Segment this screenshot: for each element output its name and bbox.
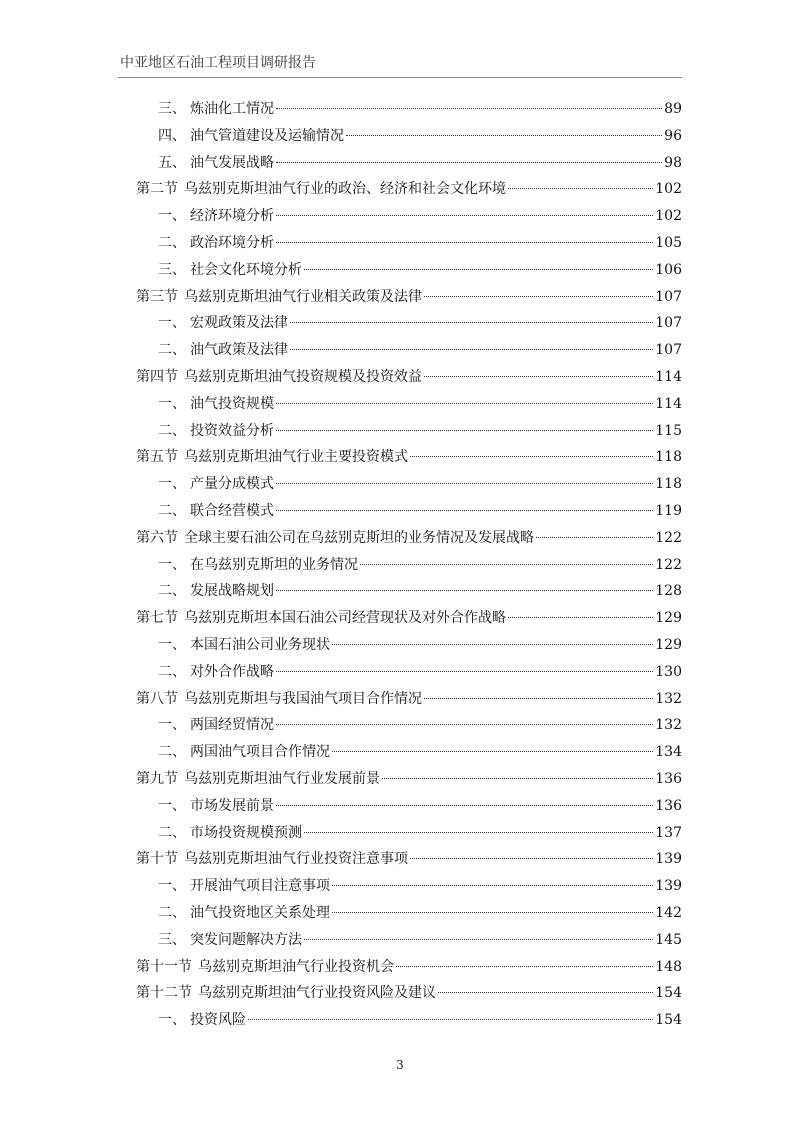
dot-leader xyxy=(248,1019,653,1020)
toc-entry-page: 129 xyxy=(655,636,682,653)
toc-subsection-entry[interactable] xyxy=(136,230,682,257)
toc-entry-title: 油气管道建设及运输情况 xyxy=(190,127,344,144)
dot-leader xyxy=(424,698,653,699)
toc-subsection-entry[interactable] xyxy=(136,820,682,847)
toc-subsection-entry[interactable] xyxy=(136,123,682,150)
toc-entry-page: 134 xyxy=(655,744,682,761)
page-number: 3 xyxy=(396,1058,404,1072)
toc-entry-title: 全球主要石油公司在乌兹别克斯坦的业务情况及发展战略 xyxy=(184,529,534,546)
toc-entry-title: 乌兹别克斯坦油气行业相关政策及法律 xyxy=(184,288,422,305)
toc-entry-number: 二、 xyxy=(158,234,186,251)
toc-entry-number: 第十节 xyxy=(136,851,178,868)
dot-leader xyxy=(276,430,653,431)
toc-entry-page: 137 xyxy=(655,824,682,841)
dot-leader xyxy=(276,108,662,109)
toc-entry-number: 一、 xyxy=(158,636,186,653)
toc-entry-title: 乌兹别克斯坦油气投资规模及投资效益 xyxy=(184,368,422,385)
dot-leader xyxy=(424,376,653,377)
toc-entry-number: 二、 xyxy=(158,824,186,841)
toc-section-entry[interactable] xyxy=(136,525,682,552)
toc-entry-title: 油气发展战略 xyxy=(190,154,274,171)
toc-entry-number: 第十二节 xyxy=(136,985,192,1002)
toc-entry-title: 乌兹别克斯坦油气行业主要投资模式 xyxy=(184,449,408,466)
toc-entry-page: 122 xyxy=(655,556,682,573)
toc-subsection-entry[interactable] xyxy=(136,96,682,123)
toc-section-entry[interactable] xyxy=(136,284,682,311)
toc-entry-title: 投资效益分析 xyxy=(190,422,274,439)
toc-entry-page: 139 xyxy=(655,851,682,868)
toc-entry-number: 五、 xyxy=(158,154,186,171)
toc-entry-number: 三、 xyxy=(158,101,186,117)
toc-entry-page: 142 xyxy=(655,904,682,921)
toc-entry-title: 乌兹别克斯坦油气行业的政治、经济和社会文化环境 xyxy=(184,181,506,198)
toc-entry-page: 136 xyxy=(655,797,682,814)
toc-entry-title: 经济环境分析 xyxy=(190,208,274,225)
toc-entry-title: 市场发展前景 xyxy=(190,797,274,814)
toc-entry-title: 发展战略规划 xyxy=(190,583,274,600)
toc-entry-title: 油气投资地区关系处理 xyxy=(190,904,330,921)
toc-section-entry[interactable] xyxy=(136,686,682,713)
toc-entry-title: 市场投资规模预测 xyxy=(190,824,302,841)
dot-leader xyxy=(438,992,653,993)
toc-entry-page: 122 xyxy=(655,529,682,546)
toc-section-entry[interactable] xyxy=(136,954,682,981)
toc-entry-number: 第六节 xyxy=(136,529,178,546)
table-of-contents xyxy=(136,96,682,1034)
toc-entry-page: 119 xyxy=(655,502,682,519)
toc-subsection-entry[interactable] xyxy=(136,552,682,579)
toc-entry-number: 第七节 xyxy=(136,610,178,627)
toc-entry-title: 社会文化环境分析 xyxy=(190,261,302,278)
toc-entry-title: 在乌兹别克斯坦的业务情况 xyxy=(190,556,358,573)
toc-entry-page: 130 xyxy=(655,663,682,680)
dot-leader xyxy=(508,188,653,189)
dot-leader xyxy=(276,162,662,163)
toc-entry-page: 89 xyxy=(664,101,682,117)
dot-leader xyxy=(276,242,653,243)
toc-entry-number: 第四节 xyxy=(136,368,178,385)
dot-leader xyxy=(332,912,653,913)
toc-entry-title: 两国油气项目合作情况 xyxy=(190,744,330,761)
toc-entry-number: 二、 xyxy=(158,502,186,519)
dot-leader xyxy=(276,483,653,484)
toc-subsection-entry[interactable] xyxy=(136,471,682,498)
toc-subsection-entry[interactable] xyxy=(136,632,682,659)
toc-entry-title: 开展油气项目注意事项 xyxy=(190,878,330,895)
toc-entry-page: 154 xyxy=(655,1012,682,1029)
toc-entry-page: 102 xyxy=(655,208,682,225)
toc-entry-page: 96 xyxy=(664,127,682,144)
dot-leader xyxy=(410,456,653,457)
dot-leader xyxy=(276,805,653,806)
toc-subsection-entry[interactable] xyxy=(136,739,682,766)
toc-entry-number: 一、 xyxy=(158,395,186,412)
toc-subsection-entry[interactable] xyxy=(136,203,682,230)
toc-subsection-entry[interactable] xyxy=(136,257,682,284)
toc-section-entry[interactable] xyxy=(136,980,682,1007)
toc-entry-number: 一、 xyxy=(158,476,186,493)
dot-leader xyxy=(360,564,653,565)
dot-leader xyxy=(410,858,653,859)
dot-leader xyxy=(290,349,653,350)
dot-leader xyxy=(276,510,653,511)
dot-leader xyxy=(304,832,653,833)
toc-entry-page: 105 xyxy=(655,234,682,251)
toc-entry-page: 129 xyxy=(655,610,682,627)
dot-leader xyxy=(346,135,662,136)
toc-entry-page: 107 xyxy=(655,288,682,305)
toc-subsection-entry[interactable] xyxy=(136,391,682,418)
toc-entry-number: 第三节 xyxy=(136,288,178,305)
toc-section-entry[interactable] xyxy=(136,364,682,391)
running-header: 中亚地区石油工程项目调研报告 xyxy=(120,55,316,71)
toc-entry-title: 产量分成模式 xyxy=(190,476,274,493)
dot-leader xyxy=(396,966,653,967)
dot-leader xyxy=(536,537,653,538)
toc-entry-title: 联合经营模式 xyxy=(190,502,274,519)
toc-entry-page: 114 xyxy=(655,395,682,412)
toc-entry-title: 乌兹别克斯坦油气行业投资风险及建议 xyxy=(198,985,436,1002)
toc-entry-title: 乌兹别克斯坦油气行业投资注意事项 xyxy=(184,851,408,868)
toc-subsection-entry[interactable] xyxy=(136,927,682,954)
toc-entry-page: 115 xyxy=(655,422,682,439)
dot-leader xyxy=(276,724,653,725)
toc-entry-page: 154 xyxy=(655,985,682,1002)
dot-leader xyxy=(382,778,653,779)
toc-entry-title: 乌兹别克斯坦油气行业投资机会 xyxy=(198,958,394,975)
toc-entry-page: 107 xyxy=(655,342,682,359)
toc-entry-number: 一、 xyxy=(158,208,186,225)
dot-leader xyxy=(508,617,653,618)
toc-entry-number: 四、 xyxy=(158,127,186,144)
toc-entry-page: 118 xyxy=(655,449,682,466)
toc-entry-page: 148 xyxy=(655,958,682,975)
toc-section-entry[interactable] xyxy=(136,176,682,203)
toc-entry-number: 二、 xyxy=(158,663,186,680)
toc-entry-title: 乌兹别克斯坦本国石油公司经营现状及对外合作战略 xyxy=(184,610,506,627)
toc-subsection-entry[interactable] xyxy=(136,873,682,900)
toc-entry-number: 第二节 xyxy=(136,181,178,198)
dot-leader xyxy=(424,296,653,297)
toc-section-entry[interactable] xyxy=(136,444,682,471)
toc-entry-number: 第八节 xyxy=(136,690,178,707)
toc-entry-number: 二、 xyxy=(158,744,186,761)
dot-leader xyxy=(276,403,653,404)
toc-subsection-entry[interactable] xyxy=(136,418,682,445)
toc-entry-title: 投资风险 xyxy=(190,1012,246,1029)
toc-entry-title: 本国石油公司业务现状 xyxy=(190,636,330,653)
toc-entry-page: 106 xyxy=(655,261,682,278)
toc-entry-number: 二、 xyxy=(158,342,186,359)
dot-leader xyxy=(276,590,653,591)
toc-entry-number: 一、 xyxy=(158,878,186,895)
toc-entry-number: 第五节 xyxy=(136,449,178,466)
toc-section-entry[interactable] xyxy=(136,605,682,632)
toc-subsection-entry[interactable] xyxy=(136,659,682,686)
toc-entry-number: 第十一节 xyxy=(136,958,192,975)
dot-leader xyxy=(276,215,653,216)
toc-entry-number: 二、 xyxy=(158,904,186,921)
toc-entry-title: 炼油化工情况 xyxy=(190,101,274,117)
toc-entry-number: 二、 xyxy=(158,422,186,439)
toc-subsection-entry[interactable] xyxy=(136,337,682,364)
dot-leader xyxy=(304,269,653,270)
toc-subsection-entry[interactable] xyxy=(136,900,682,927)
dot-leader xyxy=(332,751,653,752)
dot-leader xyxy=(290,322,653,323)
toc-entry-number: 一、 xyxy=(158,556,186,573)
toc-subsection-entry[interactable] xyxy=(136,578,682,605)
toc-entry-page: 128 xyxy=(655,583,682,600)
toc-entry-number: 第九节 xyxy=(136,770,178,787)
toc-entry-number: 一、 xyxy=(158,717,186,734)
toc-entry-title: 乌兹别克斯坦与我国油气项目合作情况 xyxy=(184,690,422,707)
toc-entry-number: 三、 xyxy=(158,261,186,278)
toc-subsection-entry[interactable] xyxy=(136,498,682,525)
toc-entry-title: 政治环境分析 xyxy=(190,234,274,251)
toc-entry-page: 114 xyxy=(655,368,682,385)
toc-entry-number: 一、 xyxy=(158,797,186,814)
toc-entry-title: 宏观政策及法律 xyxy=(190,315,288,332)
toc-entry-page: 132 xyxy=(655,717,682,734)
toc-entry-title: 乌兹别克斯坦油气行业发展前景 xyxy=(184,770,380,787)
dot-leader xyxy=(276,671,653,672)
toc-entry-page: 136 xyxy=(655,770,682,787)
toc-subsection-entry[interactable] xyxy=(136,310,682,337)
toc-subsection-entry[interactable] xyxy=(136,793,682,820)
dot-leader xyxy=(332,885,653,886)
toc-entry-number: 二、 xyxy=(158,583,186,600)
toc-entry-page: 145 xyxy=(655,931,682,948)
toc-entry-title: 突发问题解决方法 xyxy=(190,931,302,948)
toc-entry-title: 油气投资规模 xyxy=(190,395,274,412)
toc-entry-title: 两国经贸情况 xyxy=(190,717,274,734)
toc-subsection-entry[interactable] xyxy=(136,712,682,739)
toc-subsection-entry[interactable] xyxy=(136,150,682,177)
dot-leader xyxy=(332,644,653,645)
toc-entry-page: 118 xyxy=(655,476,682,493)
dot-leader xyxy=(304,939,653,940)
toc-entry-page: 98 xyxy=(664,154,682,171)
toc-entry-number: 一、 xyxy=(158,1012,186,1029)
toc-entry-page: 132 xyxy=(655,690,682,707)
toc-entry-number: 一、 xyxy=(158,315,186,332)
toc-entry-number: 三、 xyxy=(158,931,186,948)
toc-section-entry[interactable] xyxy=(136,846,682,873)
header-divider xyxy=(118,77,682,78)
toc-entry-page: 139 xyxy=(655,878,682,895)
toc-entry-page: 102 xyxy=(655,181,682,198)
toc-subsection-entry[interactable] xyxy=(136,1007,682,1034)
toc-entry-page: 107 xyxy=(655,315,682,332)
toc-entry-title: 对外合作战略 xyxy=(190,663,274,680)
toc-section-entry[interactable] xyxy=(136,766,682,793)
toc-entry-title: 油气政策及法律 xyxy=(190,342,288,359)
